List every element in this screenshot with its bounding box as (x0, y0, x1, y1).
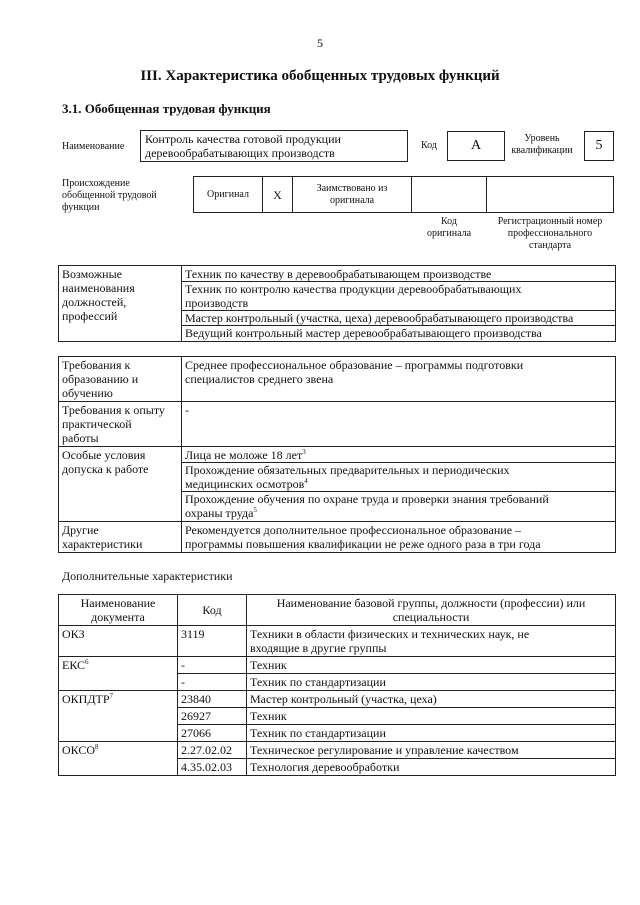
positions-label-line: профессий (62, 309, 118, 323)
reg-caption (486, 216, 614, 252)
table-row (59, 657, 616, 674)
origin-label-line-1: Происхождение (62, 178, 130, 189)
section-title: III. Характеристика обобщенных трудовых функций (140, 68, 500, 84)
code-value: А (447, 131, 505, 161)
condition-item (182, 448, 615, 463)
name-cell: Техник (247, 708, 616, 725)
doc-cell: ОКЗ (59, 626, 178, 657)
code-caption-line-2: оригинала (426, 228, 472, 239)
original-mark: X (262, 176, 293, 213)
positions-label (59, 266, 182, 342)
additional-title: Дополнительные характеристики (62, 569, 233, 583)
origin-label-line-2: обобщенной трудовой (62, 190, 157, 201)
position-item-line: производств (185, 296, 249, 310)
code-cell: - (178, 674, 247, 691)
education-label-line: образованию и (62, 372, 139, 386)
level-label (504, 133, 580, 157)
function-name-line-1: Контроль качества готовой продукции (145, 132, 341, 146)
col-code-header: Код (178, 595, 247, 626)
borrowed-line-1: Заимствовано из (316, 182, 388, 194)
condition-text: Прохождение обучения по охране труда и проверки знания требований (185, 492, 549, 506)
conditions-label-line: Особые условия (62, 448, 146, 462)
education-label (59, 357, 182, 402)
code-cell: 4.35.02.03 (178, 759, 247, 776)
col-doc-header-line: Наименование (80, 596, 156, 610)
code-cell: 27066 (178, 725, 247, 742)
other-label-line: характеристики (62, 537, 143, 551)
name-cell: Технология деревообработки (247, 759, 616, 776)
name-cell: Мастер контрольный (участка, цеха) (247, 691, 616, 708)
footnote-ref: 6 (85, 658, 89, 666)
experience-label-line: работы (62, 431, 99, 445)
code-cell: 3119 (178, 626, 247, 657)
borrowed-label (292, 176, 412, 213)
table-row (59, 742, 616, 759)
footnote-ref: 5 (253, 506, 257, 514)
footnote-ref: 4 (304, 477, 308, 485)
condition-text: Прохождение обязательных предварительных и периодических (185, 463, 510, 477)
conditions-value (182, 447, 616, 522)
other-value-line: программы повышения квалификации не реже одного раза в три года (185, 537, 541, 551)
positions-label-line: Возможные (62, 267, 122, 281)
subsection-title: 3.1. Обобщенная трудовая функция (62, 101, 271, 116)
col-doc-header-line: документа (91, 610, 145, 624)
position-item: Ведущий контрольный мастер деревообрабатывающего производства (185, 326, 542, 340)
experience-label-line: практической (62, 417, 132, 431)
doc-text: ОКПДТР (62, 692, 110, 706)
origin-label (62, 178, 157, 214)
positions-table (58, 265, 616, 342)
code-cell: - (178, 657, 247, 674)
positions-values (182, 266, 616, 342)
level-value: 5 (584, 131, 614, 161)
doc-cell (59, 742, 178, 776)
reg-caption-line-2: профессионального (507, 228, 593, 239)
name-cell (247, 626, 616, 657)
condition-text: Лица не моложе 18 лет (185, 448, 303, 462)
education-label-line: обучению (62, 386, 113, 400)
reg-number-cell (486, 176, 614, 213)
experience-value: - (182, 402, 616, 447)
code-caption-line-1: Код (441, 216, 457, 227)
name-cell: Техник по стандартизации (247, 725, 616, 742)
level-label-line-2: квалификации (511, 145, 573, 156)
table-row (59, 691, 616, 708)
code-cell: 2.27.02.02 (178, 742, 247, 759)
code-cell: 26927 (178, 708, 247, 725)
education-label-line: Требования к (62, 358, 131, 372)
doc-text: ОКСО (62, 743, 96, 757)
positions-label-line: должностей, (62, 295, 127, 309)
other-label-line: Другие (62, 523, 99, 537)
conditions-label-line: допуска к работе (62, 462, 149, 476)
education-value-line: специалистов среднего звена (185, 372, 334, 386)
doc-text: ЕКС (62, 658, 86, 672)
position-item: Мастер контрольный (участка, цеха) деревообрабатывающего производства (182, 311, 615, 326)
col-name-header-line: специальности (392, 610, 470, 624)
level-label-line-1: Уровень (524, 133, 560, 144)
code-cell: 23840 (178, 691, 247, 708)
footnote-ref: 8 (95, 743, 99, 751)
education-value-line: Среднее профессиональное образование – программы подготовки (185, 358, 524, 372)
requirements-table (58, 356, 616, 553)
page-number: 5 (317, 36, 323, 50)
code-label: Код (421, 140, 437, 151)
education-value (182, 357, 616, 402)
name-cell: Техник по стандартизации (247, 674, 616, 691)
reg-caption-line-1: Регистрационный номер (497, 216, 603, 227)
col-name-header (247, 595, 616, 626)
position-item-line: Техник по контролю качества продукции деревообрабатывающих (185, 282, 522, 296)
experience-label (59, 402, 182, 447)
other-label (59, 522, 182, 553)
other-value-line: Рекомендуется дополнительное профессиональное образование – (185, 523, 522, 537)
col-doc-header (59, 595, 178, 626)
conditions-label (59, 447, 182, 522)
footnote-ref: 7 (109, 692, 114, 700)
borrowed-line-2: оригинала (329, 194, 375, 206)
additional-table (58, 594, 616, 776)
condition-text: медицинских осмотров (185, 477, 305, 491)
original-label: Оригинал (193, 176, 263, 213)
condition-item (182, 463, 615, 492)
footnote-ref: 3 (302, 448, 306, 456)
table-row (59, 626, 616, 657)
condition-text: охраны труда (185, 506, 254, 520)
other-value (182, 522, 616, 553)
origin-label-line-3: функции (62, 202, 100, 213)
function-name-line-2: деревообрабатывающих производств (145, 146, 335, 160)
doc-cell (59, 691, 178, 742)
name-cell-line: Техники в области физических и технических наук, не (250, 627, 530, 641)
positions-label-line: наименования (62, 281, 135, 295)
reg-caption-line-3: стандарта (528, 240, 572, 251)
experience-label-line: Требования к опыту (62, 403, 165, 417)
function-name-box (140, 130, 408, 162)
position-item (182, 282, 615, 311)
name-cell: Техник (247, 657, 616, 674)
original-code-cell (411, 176, 487, 213)
name-label: Наименование (62, 141, 125, 152)
col-name-header-line: Наименование базовой группы, должности (профессии) или (276, 596, 586, 610)
position-item: Техник по качеству в деревообрабатывающем производстве (182, 267, 615, 282)
doc-cell (59, 657, 178, 691)
name-cell-line: входящие в другие группы (250, 641, 387, 655)
condition-item (182, 492, 615, 520)
code-caption (411, 216, 487, 240)
name-cell: Техническое регулирование и управление качеством (247, 742, 616, 759)
